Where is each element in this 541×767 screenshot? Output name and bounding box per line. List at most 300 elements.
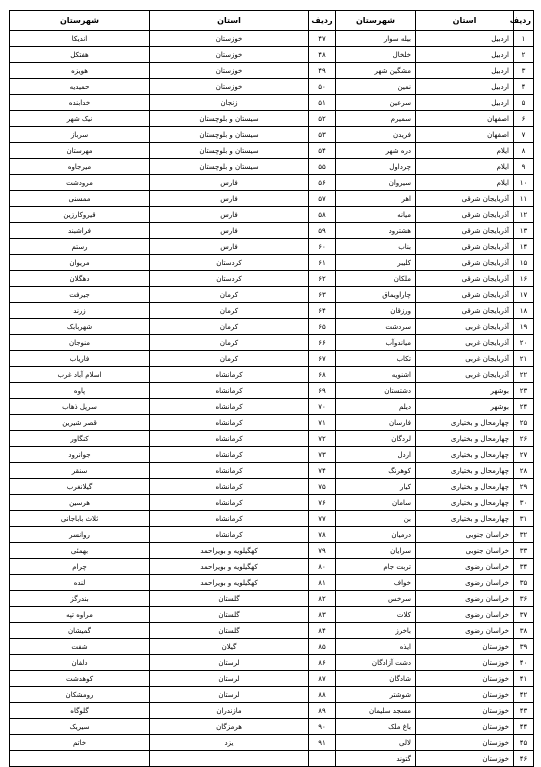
province-cell-2: لرستان [150,671,309,687]
province-cell-2: خوزستان [150,63,309,79]
city-cell: نمین [336,79,416,95]
table-row [10,687,534,703]
table-row [10,527,534,543]
row-number: ۲۷ [514,447,534,463]
city-cell-2: گمیشان [10,623,150,639]
province-cell: ایلام [416,143,514,159]
city-cell: دشت آزادگان [336,655,416,671]
table-row [10,95,534,111]
row-number-2: ۶۲ [309,271,336,287]
row-number: ۳۸ [514,623,534,639]
city-cell: کلیبر [336,255,416,271]
row-number: ۴۶ [514,751,534,767]
row-number-2: ۸۳ [309,607,336,623]
row-number-2: ۴۷ [309,31,336,47]
row-number-2: ۹۱ [309,735,336,751]
city-cell-2: ثلاث باباجانی [10,511,150,527]
row-number: ۱ [514,31,534,47]
row-number: ۲۳ [514,383,534,399]
province-cell-2: گلستان [150,591,309,607]
row-number-2: ۵۲ [309,111,336,127]
city-cell-2: بندرگز [10,591,150,607]
row-number: ۱۳ [514,223,534,239]
city-cell-2: روانسر [10,527,150,543]
table-row [10,591,534,607]
city-cell-2: مهرستان [10,143,150,159]
table-row [10,383,534,399]
province-cell-2: خوزستان [150,47,309,63]
row-number: ۱۱ [514,191,534,207]
province-cell: آذربایجان غربی [416,335,514,351]
row-number: ۷ [514,127,534,143]
province-cell-2: خوزستان [150,79,309,95]
province-cell-2: کرمانشاه [150,367,309,383]
province-cell: خراسان رضوی [416,591,514,607]
city-cell-2: مراوه تپه [10,607,150,623]
province-cell: بوشهر [416,383,514,399]
city-cell: لالی [336,735,416,751]
province-cell-2: خوزستان [150,31,309,47]
province-cell: آذربایجان شرقی [416,303,514,319]
table-row [10,175,534,191]
row-number-2: ۸۵ [309,639,336,655]
province-cell-2: فارس [150,207,309,223]
table-row [10,543,534,559]
province-cell-2: زنجان [150,95,309,111]
table-row [10,623,534,639]
table-row [10,671,534,687]
table-row [10,287,534,303]
city-cell: لردگان [336,431,416,447]
province-cell-2: فارس [150,175,309,191]
row-number-2 [309,751,336,767]
city-cell-2: مرودشت [10,175,150,191]
province-cell-2: گیلان [150,639,309,655]
row-number: ۳۱ [514,511,534,527]
city-cell-2: فراشبند [10,223,150,239]
province-cell: آذربایجان شرقی [416,191,514,207]
city-cell: چاراویماق [336,287,416,303]
table-row [10,607,534,623]
table-row [10,479,534,495]
city-cell-2: میرجاوه [10,159,150,175]
city-cell: سرایان [336,543,416,559]
row-number: ۳۳ [514,543,534,559]
row-number: ۹ [514,159,534,175]
city-cell: دیلم [336,399,416,415]
row-number-2: ۸۰ [309,559,336,575]
province-cell: آذربایجان شرقی [416,207,514,223]
city-cell: باخرز [336,623,416,639]
province-cell: خوزستان [416,751,514,767]
province-cell: اردبیل [416,79,514,95]
province-cell: آذربایجان شرقی [416,271,514,287]
city-cell: سردشت [336,319,416,335]
province-cell: بوشهر [416,399,514,415]
header-ostan: استان [416,11,514,31]
header-ostan-2: استان [150,11,309,31]
city-cell: تکاب [336,351,416,367]
city-cell: خلخال [336,47,416,63]
province-cell: آذربایجان شرقی [416,255,514,271]
province-cell: ایلام [416,159,514,175]
row-number-2: ۵۷ [309,191,336,207]
province-cell-2: لرستان [150,655,309,671]
province-cell-2: کرمانشاه [150,447,309,463]
city-cell-2: مریوان [10,255,150,271]
province-cell: چهارمحال و بختیاری [416,447,514,463]
province-cell: اردبیل [416,63,514,79]
table-body [10,31,534,767]
table-row [10,271,534,287]
row-number: ۱۵ [514,255,534,271]
province-cell: خوزستان [416,687,514,703]
city-cell: چرداول [336,159,416,175]
province-cell-2: کرمانشاه [150,479,309,495]
city-cell: کلات [336,607,416,623]
province-cell-2: کرمانشاه [150,431,309,447]
city-cell: مسجد سلیمان [336,703,416,719]
province-cell-2: گلستان [150,607,309,623]
row-number: ۱۸ [514,303,534,319]
city-cell: اشنویه [336,367,416,383]
city-cell: میانه [336,207,416,223]
row-number: ۳۹ [514,639,534,655]
city-cell-2: ممسنی [10,191,150,207]
province-cell: خراسان رضوی [416,559,514,575]
row-number-2: ۷۸ [309,527,336,543]
table-row [10,575,534,591]
city-cell-2: گلوگاه [10,703,150,719]
city-cell: مشگین شهر [336,63,416,79]
row-number: ۸ [514,143,534,159]
city-cell: کیار [336,479,416,495]
city-cell-2: لنده [10,575,150,591]
city-cell-2: جیرفت [10,287,150,303]
province-cell-2: سیستان و بلوچستان [150,127,309,143]
row-number-2: ۶۰ [309,239,336,255]
city-cell: میاندوآب [336,335,416,351]
table-row [10,735,534,751]
province-cell-2: لرستان [150,687,309,703]
province-cell-2: کهگیلویه و بویراحمد [150,559,309,575]
table-row [10,751,534,767]
table-row [10,79,534,95]
city-cell-2: سرباز [10,127,150,143]
city-cell: سامان [336,495,416,511]
city-cell: سیروان [336,175,416,191]
province-cell: خوزستان [416,671,514,687]
table-row [10,31,534,47]
row-number: ۳۲ [514,527,534,543]
city-cell: کوهرنگ [336,463,416,479]
city-cell: سرخس [336,591,416,607]
row-number: ۴۰ [514,655,534,671]
city-cell: درمیان [336,527,416,543]
row-number-2: ۸۶ [309,655,336,671]
table-row [10,319,534,335]
city-cell-2: رومشکان [10,687,150,703]
city-cell-2: سرپل ذهاب [10,399,150,415]
province-cell-2: کردستان [150,271,309,287]
city-cell-2: نیک شهر [10,111,150,127]
city-table-sheet [9,10,533,763]
province-cell: اردبیل [416,47,514,63]
table-row [10,303,534,319]
province-cell: چهارمحال و بختیاری [416,495,514,511]
city-cell-2: حمیدیه [10,79,150,95]
city-cell: سرعین [336,95,416,111]
row-number: ۲۶ [514,431,534,447]
city-cell: دشتستان [336,383,416,399]
table-row [10,143,534,159]
row-number-2: ۵۹ [309,223,336,239]
province-cell: اصفهان [416,111,514,127]
city-cell: فارسان [336,415,416,431]
province-cell: خوزستان [416,735,514,751]
row-number: ۳۰ [514,495,534,511]
cities-table [9,10,534,767]
row-number-2: ۷۳ [309,447,336,463]
city-cell: ملکان [336,271,416,287]
table-row [10,255,534,271]
table-row [10,719,534,735]
row-number-2: ۴۸ [309,47,336,63]
row-number-2: ۵۵ [309,159,336,175]
province-cell: چهارمحال و بختیاری [416,511,514,527]
city-cell-2: خاتم [10,735,150,751]
province-cell-2: هرمزگان [150,719,309,735]
row-number: ۱۲ [514,207,534,223]
header-shahrestan: شهرستان [336,11,416,31]
row-number: ۴۴ [514,719,534,735]
province-cell-2: کرمانشاه [150,527,309,543]
row-number-2: ۸۹ [309,703,336,719]
city-cell-2: پاوه [10,383,150,399]
row-number-2: ۸۷ [309,671,336,687]
row-number-2: ۷۴ [309,463,336,479]
row-number: ۱۹ [514,319,534,335]
row-number: ۳۴ [514,559,534,575]
city-cell: ایذه [336,639,416,655]
city-cell-2: قیروکارزین [10,207,150,223]
city-cell: بیله سوار [336,31,416,47]
row-number: ۱۰ [514,175,534,191]
province-cell-2: کرمان [150,351,309,367]
province-cell: خوزستان [416,719,514,735]
row-number-2: ۹۰ [309,719,336,735]
city-cell-2: زرند [10,303,150,319]
province-cell: چهارمحال و بختیاری [416,479,514,495]
table-row [10,239,534,255]
row-number: ۲۰ [514,335,534,351]
table-row [10,111,534,127]
province-cell-2: کرمانشاه [150,415,309,431]
header-radif: ردیف [514,11,534,31]
row-number-2: ۵۰ [309,79,336,95]
city-cell: گتوند [336,751,416,767]
row-number: ۲۲ [514,367,534,383]
province-cell-2: گلستان [150,623,309,639]
city-cell: هشترود [336,223,416,239]
province-cell: خوزستان [416,639,514,655]
province-cell: آذربایجان شرقی [416,223,514,239]
province-cell-2: مازندران [150,703,309,719]
row-number: ۳۷ [514,607,534,623]
header-shahrestan-2: شهرستان [10,11,150,31]
city-cell-2 [10,751,150,767]
city-cell: شوشتر [336,687,416,703]
row-number-2: ۷۱ [309,415,336,431]
city-cell-2: اندیکا [10,31,150,47]
city-cell: سمیرم [336,111,416,127]
province-cell-2: کرمان [150,287,309,303]
city-cell-2: دلفان [10,655,150,671]
province-cell: اصفهان [416,127,514,143]
province-cell: خراسان جنوبی [416,527,514,543]
province-cell-2: کرمانشاه [150,463,309,479]
province-cell: آذربایجان غربی [416,319,514,335]
city-cell: دره شهر [336,143,416,159]
row-number: ۳۵ [514,575,534,591]
city-cell: بن [336,511,416,527]
city-cell-2: چرام [10,559,150,575]
row-number-2: ۶۱ [309,255,336,271]
city-cell: شادگان [336,671,416,687]
province-cell: خراسان رضوی [416,607,514,623]
table-header-row [10,11,534,31]
province-cell-2: سیستان و بلوچستان [150,143,309,159]
row-number-2: ۶۴ [309,303,336,319]
city-cell-2: کوهدشت [10,671,150,687]
province-cell: خوزستان [416,703,514,719]
row-number: ۲۸ [514,463,534,479]
city-cell-2: دهگلان [10,271,150,287]
city-cell: بناب [336,239,416,255]
row-number-2: ۵۸ [309,207,336,223]
city-cell: اهر [336,191,416,207]
table-row [10,127,534,143]
province-cell-2: کرمانشاه [150,511,309,527]
province-cell: خراسان جنوبی [416,543,514,559]
table-row [10,335,534,351]
province-cell: اردبیل [416,31,514,47]
row-number-2: ۸۲ [309,591,336,607]
province-cell: خراسان رضوی [416,575,514,591]
province-cell-2: کرمانشاه [150,495,309,511]
city-cell-2: کنگاور [10,431,150,447]
table-row [10,367,534,383]
city-cell-2: رستم [10,239,150,255]
row-number: ۱۷ [514,287,534,303]
table-row [10,703,534,719]
row-number-2: ۵۱ [309,95,336,111]
table-row [10,559,534,575]
province-cell: آذربایجان شرقی [416,287,514,303]
row-number-2: ۷۲ [309,431,336,447]
province-cell-2: فارس [150,239,309,255]
city-cell-2: خدابنده [10,95,150,111]
city-cell-2: سیریک [10,719,150,735]
province-cell: ایلام [416,175,514,191]
table-row [10,351,534,367]
row-number-2: ۶۷ [309,351,336,367]
row-number: ۲ [514,47,534,63]
row-number-2: ۷۶ [309,495,336,511]
table-row [10,447,534,463]
row-number: ۴۲ [514,687,534,703]
province-cell-2: کرمان [150,303,309,319]
city-cell-2: هفتکل [10,47,150,63]
table-row [10,655,534,671]
province-cell-2: فارس [150,223,309,239]
city-cell-2: بهمئی [10,543,150,559]
province-cell: خوزستان [416,655,514,671]
province-cell-2: فارس [150,191,309,207]
table-row [10,415,534,431]
city-cell-2: گیلانغرب [10,479,150,495]
row-number: ۳۶ [514,591,534,607]
row-number-2: ۶۹ [309,383,336,399]
table-row [10,47,534,63]
province-cell: چهارمحال و بختیاری [416,463,514,479]
city-cell-2: هویزه [10,63,150,79]
province-cell: چهارمحال و بختیاری [416,431,514,447]
row-number-2: ۸۱ [309,575,336,591]
row-number: ۴۱ [514,671,534,687]
table-row [10,191,534,207]
province-cell-2: کرمانشاه [150,383,309,399]
province-cell-2 [150,751,309,767]
row-number-2: ۶۶ [309,335,336,351]
row-number-2: ۵۳ [309,127,336,143]
row-number-2: ۶۸ [309,367,336,383]
row-number-2: ۷۷ [309,511,336,527]
row-number: ۴۳ [514,703,534,719]
row-number-2: ۸۴ [309,623,336,639]
table-row [10,399,534,415]
city-cell-2: سنقر [10,463,150,479]
header-radif-2: ردیف [309,11,336,31]
row-number: ۱۶ [514,271,534,287]
city-cell-2: اسلام آباد غرب [10,367,150,383]
province-cell: آذربایجان شرقی [416,239,514,255]
city-cell: فریدن [336,127,416,143]
table-row [10,223,534,239]
row-number-2: ۶۵ [309,319,336,335]
city-cell: باغ ملک [336,719,416,735]
city-cell: تربت جام [336,559,416,575]
city-cell-2: هرسین [10,495,150,511]
province-cell: خراسان رضوی [416,623,514,639]
province-cell-2: کرمان [150,319,309,335]
city-cell-2: فارياب [10,351,150,367]
province-cell-2: یزد [150,735,309,751]
province-cell-2: سیستان و بلوچستان [150,159,309,175]
row-number: ۳ [514,63,534,79]
table-row [10,511,534,527]
row-number-2: ۶۳ [309,287,336,303]
table-row [10,431,534,447]
city-cell: اردل [336,447,416,463]
city-cell-2: شهربابک [10,319,150,335]
row-number-2: ۷۰ [309,399,336,415]
row-number: ۲۱ [514,351,534,367]
table-row [10,159,534,175]
row-number: ۲۵ [514,415,534,431]
row-number: ۵ [514,95,534,111]
province-cell-2: کهگیلویه و بویراحمد [150,543,309,559]
